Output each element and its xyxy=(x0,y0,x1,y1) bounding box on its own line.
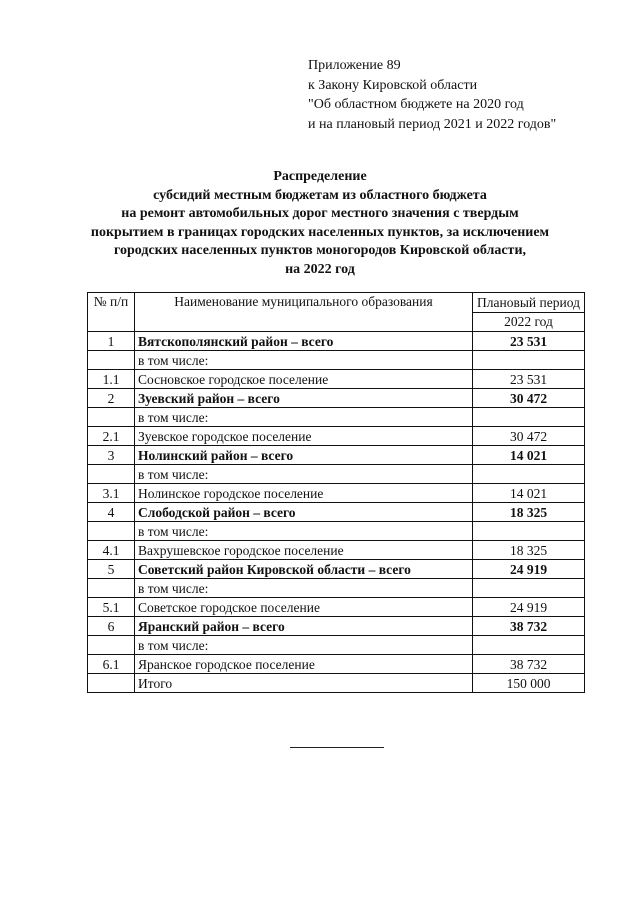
row-value: 150 000 xyxy=(473,674,585,693)
table-row xyxy=(88,636,585,655)
table-row xyxy=(88,560,585,579)
appendix-line: и на плановый период 2021 и 2022 годов" xyxy=(308,116,557,132)
row-number: 4.1 xyxy=(88,541,135,560)
row-value: 38 732 xyxy=(473,617,585,636)
header-period: Плановый период xyxy=(473,293,585,313)
row-value xyxy=(473,465,585,484)
table-row xyxy=(88,465,585,484)
title-line: на 2022 год xyxy=(285,261,355,277)
row-number xyxy=(88,465,135,484)
document-title xyxy=(60,168,580,279)
row-name: Итого xyxy=(135,674,473,693)
table-row xyxy=(88,446,585,465)
row-name: в том числе: xyxy=(135,465,473,484)
row-number: 5 xyxy=(88,560,135,579)
row-name: Зуевское городское поселение xyxy=(135,427,473,446)
table-row xyxy=(88,351,585,370)
row-name: Сосновское городское поселение xyxy=(135,370,473,389)
row-number xyxy=(88,351,135,370)
title-line: на ремонт автомобильных дорог местного значения с твердым xyxy=(121,206,519,221)
subsidy-table xyxy=(87,292,585,693)
table-row xyxy=(88,617,585,636)
row-number: 1 xyxy=(88,332,135,351)
row-value: 30 472 xyxy=(473,427,585,446)
row-name: Советский район Кировской области – всего xyxy=(135,560,473,579)
appendix-line: "Об областном бюджете на 2020 год xyxy=(308,97,524,112)
row-name: Вахрушевское городское поселение xyxy=(135,541,473,560)
row-name: Слободской район – всего xyxy=(135,503,473,522)
row-number: 6.1 xyxy=(88,655,135,674)
footer-divider xyxy=(290,747,384,748)
appendix-header xyxy=(308,56,556,134)
row-number xyxy=(88,408,135,427)
title-line: городских населенных пунктов моногородов Кировской области, xyxy=(113,243,527,258)
row-value: 18 325 xyxy=(473,503,585,522)
row-value: 38 732 xyxy=(473,655,585,674)
row-value: 24 919 xyxy=(473,560,585,579)
row-number xyxy=(88,674,135,693)
title-line: Распределение xyxy=(273,169,367,184)
table-row xyxy=(88,522,585,541)
row-number: 2 xyxy=(88,389,135,408)
title-line: покрытием в границах городских населенных пунктов, за исключением xyxy=(90,224,550,240)
header-number: № п/п xyxy=(88,293,135,332)
row-number: 5.1 xyxy=(88,598,135,617)
table-row xyxy=(88,427,585,446)
row-number xyxy=(88,579,135,598)
row-name: в том числе: xyxy=(135,351,473,370)
row-name: в том числе: xyxy=(135,408,473,427)
row-name: Вятскополянский район – всего xyxy=(135,332,473,351)
row-name: Яранский район – всего xyxy=(135,617,473,636)
row-number: 1.1 xyxy=(88,370,135,389)
row-number: 3.1 xyxy=(88,484,135,503)
header-name: Наименование муниципального образования xyxy=(135,293,473,332)
table-header-row xyxy=(88,293,585,313)
table-row xyxy=(88,503,585,522)
table-row xyxy=(88,484,585,503)
table-row xyxy=(88,579,585,598)
row-name: в том числе: xyxy=(135,579,473,598)
title-line: субсидий местным бюджетам из областного бюджета xyxy=(153,187,487,203)
row-name: Зуевский район – всего xyxy=(135,389,473,408)
table-row xyxy=(88,389,585,408)
table-row xyxy=(88,674,585,693)
row-value xyxy=(473,351,585,370)
row-name: в том числе: xyxy=(135,636,473,655)
row-value: 23 531 xyxy=(473,370,585,389)
table-row xyxy=(88,332,585,351)
row-number xyxy=(88,522,135,541)
row-number: 6 xyxy=(88,617,135,636)
table-row xyxy=(88,655,585,674)
appendix-line: Приложение 89 xyxy=(308,58,401,73)
row-name: Яранское городское поселение xyxy=(135,655,473,674)
row-value xyxy=(473,408,585,427)
row-number: 2.1 xyxy=(88,427,135,446)
row-number: 3 xyxy=(88,446,135,465)
table-row xyxy=(88,598,585,617)
row-name: в том числе: xyxy=(135,522,473,541)
row-value: 30 472 xyxy=(473,389,585,408)
row-value: 24 919 xyxy=(473,598,585,617)
header-year: 2022 год xyxy=(473,313,585,332)
appendix-line: к Закону Кировской области xyxy=(308,77,478,93)
row-name: Советское городское поселение xyxy=(135,598,473,617)
row-number xyxy=(88,636,135,655)
row-value: 14 021 xyxy=(473,446,585,465)
table-row xyxy=(88,541,585,560)
row-number: 4 xyxy=(88,503,135,522)
row-name: Нолинское городское поселение xyxy=(135,484,473,503)
table-row xyxy=(88,370,585,389)
row-value: 14 021 xyxy=(473,484,585,503)
table-row xyxy=(88,408,585,427)
row-value: 23 531 xyxy=(473,332,585,351)
row-value xyxy=(473,579,585,598)
row-value: 18 325 xyxy=(473,541,585,560)
table-body xyxy=(88,332,585,693)
row-value xyxy=(473,636,585,655)
row-name: Нолинский район – всего xyxy=(135,446,473,465)
row-value xyxy=(473,522,585,541)
